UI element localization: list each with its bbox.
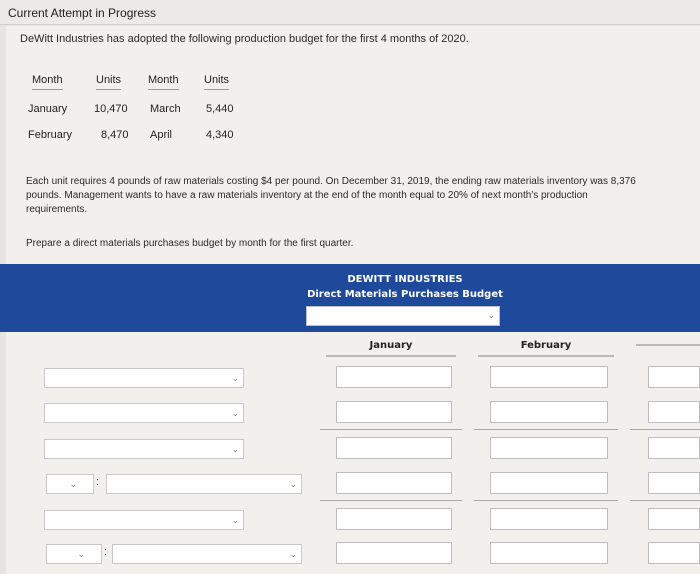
- table-cell: January: [28, 103, 68, 115]
- subtotal-rule: [630, 429, 700, 430]
- colon-separator: :: [104, 546, 108, 558]
- february-input[interactable]: [490, 366, 608, 388]
- january-input[interactable]: [336, 366, 452, 388]
- march-input[interactable]: [648, 542, 700, 564]
- february-input[interactable]: [490, 472, 608, 494]
- march-input[interactable]: [648, 437, 700, 459]
- march-input[interactable]: [648, 401, 700, 423]
- column-header-february: February: [478, 340, 614, 357]
- column-header-march: [636, 340, 700, 346]
- row-label-select[interactable]: [44, 403, 244, 423]
- table-cell: 8,470: [101, 129, 129, 141]
- problem-description: Each unit requires 4 pounds of raw materials costing $4 per pound. On December 31, 2019, the ending raw materials inventory was 8,376 pounds. Management wants to have a raw materials inventory at the end of the month equal to 20% of next month's production requirements.: [26, 176, 636, 215]
- row-label-select[interactable]: [106, 474, 302, 494]
- table-cell: April: [150, 129, 173, 141]
- row-label-select[interactable]: [112, 544, 302, 564]
- chevron-down-icon: ⌄: [77, 549, 85, 559]
- january-input[interactable]: [336, 542, 452, 564]
- intro-text: DeWitt Industries has adopted the following production budget for the first 4 months of 2020.: [20, 33, 469, 45]
- column-header-january: January: [326, 340, 456, 357]
- january-input[interactable]: [336, 401, 452, 423]
- chevron-down-icon: ⌄: [69, 479, 77, 489]
- top-bar: [0, 0, 700, 25]
- chevron-down-icon: ⌄: [231, 373, 239, 383]
- subtotal-rule: [474, 429, 618, 430]
- table-cell: 10,470: [94, 103, 128, 115]
- subtotal-rule: [320, 429, 462, 430]
- row-label-select[interactable]: [44, 439, 244, 459]
- colon-separator: :: [96, 476, 100, 488]
- operator-select[interactable]: [46, 474, 94, 494]
- operator-select[interactable]: [46, 544, 102, 564]
- table-cell: March: [150, 103, 181, 115]
- february-input[interactable]: [490, 508, 608, 530]
- table-cell: February: [28, 129, 73, 141]
- february-input[interactable]: [490, 437, 608, 459]
- january-input[interactable]: [336, 437, 452, 459]
- chevron-down-icon: ⌄: [289, 479, 297, 489]
- chevron-down-icon: ⌄: [231, 515, 239, 525]
- row-label-select[interactable]: [44, 510, 244, 530]
- chevron-down-icon: ⌄: [487, 310, 495, 320]
- subtotal-rule: [630, 500, 700, 501]
- col-header-month: Month: [32, 74, 63, 90]
- instruction-text: Prepare a direct materials purchases budget by month for the first quarter.: [26, 238, 354, 249]
- chevron-down-icon: ⌄: [231, 408, 239, 418]
- row-label-select[interactable]: [44, 368, 244, 388]
- february-input[interactable]: [490, 401, 608, 423]
- table-cell: 4,340: [206, 129, 234, 141]
- subtotal-rule: [320, 500, 462, 501]
- company-name: DEWITT INDUSTRIES: [347, 274, 463, 285]
- table-cell: 5,440: [206, 103, 234, 115]
- january-input[interactable]: [336, 472, 452, 494]
- col-header-units: Units: [96, 74, 121, 90]
- budget-header-banner: [0, 264, 700, 332]
- february-input[interactable]: [490, 542, 608, 564]
- budget-title: Direct Materials Purchases Budget: [307, 289, 503, 300]
- col-header-month: Month: [148, 74, 179, 90]
- march-input[interactable]: [648, 508, 700, 530]
- chevron-down-icon: ⌄: [231, 444, 239, 454]
- attempt-status: Current Attempt in Progress: [8, 6, 157, 20]
- chevron-down-icon: ⌄: [289, 549, 297, 559]
- march-input[interactable]: [648, 366, 700, 388]
- subtotal-rule: [474, 500, 618, 501]
- period-select[interactable]: [306, 306, 500, 326]
- march-input[interactable]: [648, 472, 700, 494]
- col-header-units: Units: [204, 74, 229, 90]
- january-input[interactable]: [336, 508, 452, 530]
